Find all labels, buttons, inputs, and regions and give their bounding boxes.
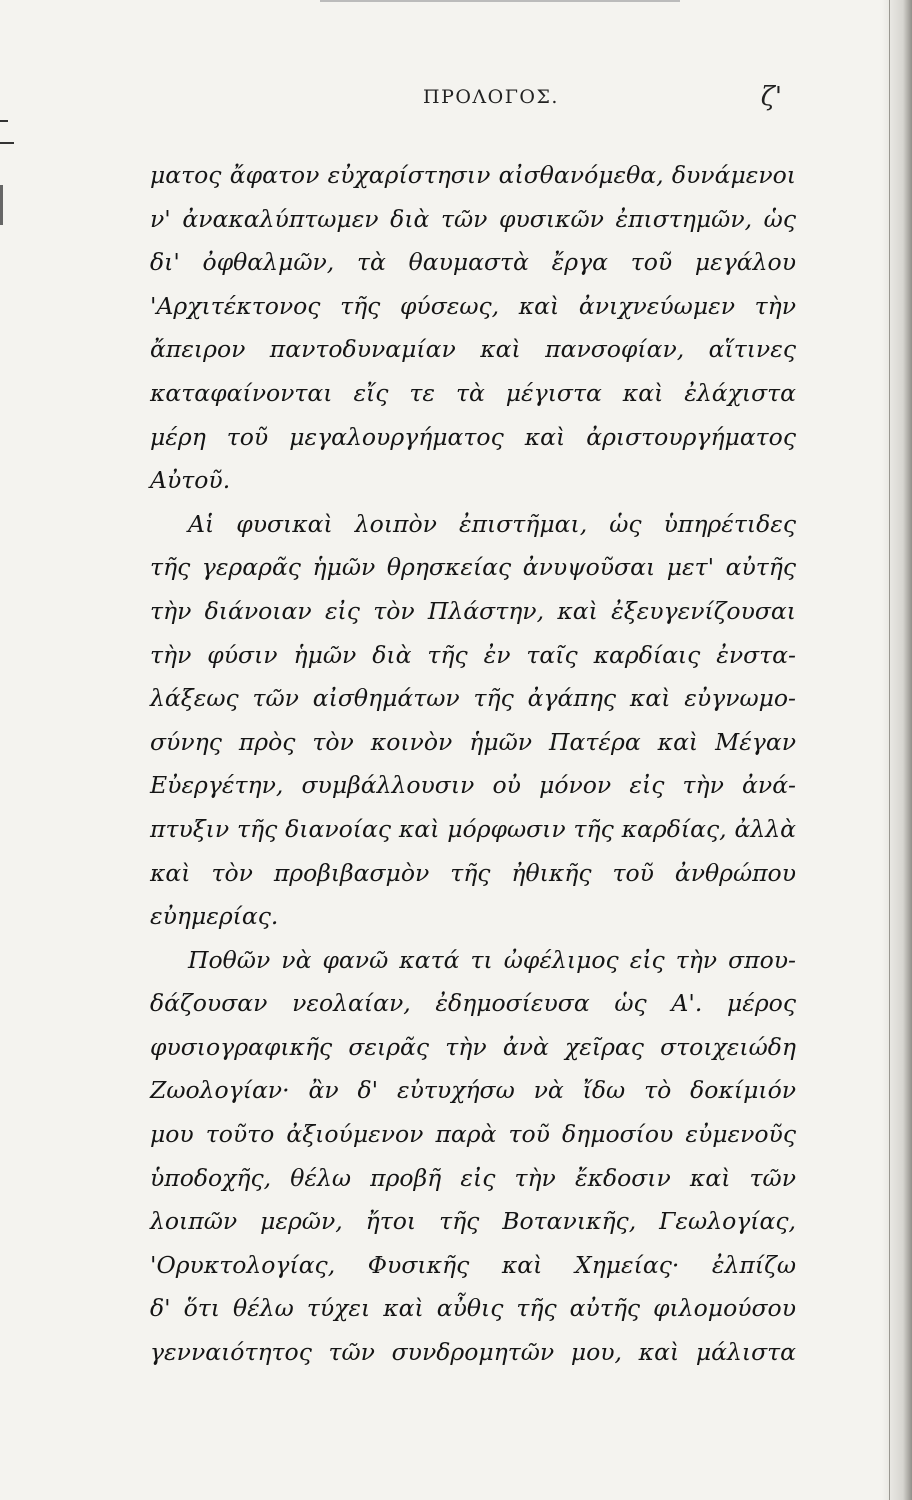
text-line: τὴν φύσιν ἡμῶν διὰ τῆς ἐν ταῖς καρδίαις ἐνστα-: [150, 640, 796, 669]
text-line: σύνης πρὸς τὸν κοινὸν ἡμῶν Πατέρα καὶ Μέγαν: [150, 727, 796, 756]
body-text: [150, 154, 796, 1375]
text-line: μου τοῦτο ἀξιούμενον παρὰ τοῦ δημοσίου εὐμενοῦς: [150, 1120, 796, 1149]
text-line: Αἱ φυσικαὶ λοιπὸν ἐπιστῆμαι, ὡς ὑπηρέτιδες: [188, 509, 796, 538]
text-line: ἄπειρον παντοδυναμίαν καὶ πανσοφίαν, αἵτινες: [150, 335, 796, 364]
text-line: γενναιότητος τῶν συνδρομητῶν μου, καὶ μάλιστα: [150, 1338, 796, 1367]
page-header: [150, 82, 800, 126]
text-line: καὶ τὸν προβιβασμὸν τῆς ἠθικῆς τοῦ ἀνθρώπου: [150, 858, 796, 887]
text-line: φυσιογραφικῆς σειρᾶς τὴν ἀνὰ χεῖρας στοιχειώδη: [150, 1032, 796, 1061]
text-line: λοιπῶν μερῶν, ἤτοι τῆς Βοτανικῆς, Γεωλογίας,: [150, 1207, 796, 1236]
page-number: ζ': [760, 82, 782, 112]
text-line: πτυξιν τῆς διανοίας καὶ μόρφωσιν τῆς καρδίας, ἀλλὰ: [150, 814, 796, 843]
text-line: λάξεως τῶν αἰσθημάτων τῆς ἀγάπης καὶ εὐγνωμο-: [150, 684, 796, 713]
running-title: ΠΡΟΛΟΓΟΣ.: [423, 86, 559, 108]
text-line: 'Αρχιτέκτονος τῆς φύσεως, καὶ ἀνιχνεύωμεν τὴν: [150, 291, 796, 320]
text-line: ὑποδοχῆς, θέλω προβῆ εἰς τὴν ἔκδοσιν καὶ τῶν: [150, 1163, 796, 1192]
left-edge-mark: [0, 142, 14, 144]
text-line: μέρη τοῦ μεγαλουργήματος καὶ ἀριστουργήματος: [150, 422, 796, 451]
text-line: καταφαίνονται εἴς τε τὰ μέγιστα καὶ ἐλάχιστα: [150, 378, 796, 407]
text-line: 'Ορυκτολογίας, Φυσικῆς καὶ Χημείας· ἐλπίζω: [150, 1250, 796, 1279]
left-edge-mark: [0, 120, 8, 122]
text-line: τῆς γεραρᾶς ἡμῶν θρησκείας ἀνυψοῦσαι μετ' αὐτῆς: [150, 553, 796, 582]
page-edge-line: [889, 0, 890, 1500]
text-line: ν' ἀνακαλύπτωμεν διὰ τῶν φυσικῶν ἐπιστημῶν, ὡς: [150, 204, 796, 233]
page-edge-shadow: [882, 0, 912, 1500]
text-line: τὴν διάνοιαν εἰς τὸν Πλάστην, καὶ ἐξευγενίζουσαι: [150, 596, 796, 625]
left-edge-mark: [0, 185, 3, 225]
text-line: Εὐεργέτην, συμβάλλουσιν οὐ μόνον εἰς τὴν ἀνά-: [150, 771, 796, 800]
text-line: ματος ἄφατον εὐχαρίστησιν αἰσθανόμεθα, δυνάμενοι: [150, 161, 796, 189]
text-line: εὐημερίας.: [150, 902, 279, 931]
text-line: δ' ὅτι θέλω τύχει καὶ αὖθις τῆς αὐτῆς φιλομούσου: [150, 1294, 796, 1323]
text-line: Ζωολογίαν· ἂν δ' εὐτυχήσω νὰ ἴδω τὸ δοκίμιόν: [150, 1076, 796, 1105]
text-line: δάζουσαν νεολαίαν, ἐδημοσίευσα ὡς Α'. μέρος: [150, 989, 796, 1018]
text-line: Αὐτοῦ.: [150, 466, 231, 495]
top-edge-mark: [320, 0, 680, 2]
text-line: δι' ὀφθαλμῶν, τὰ θαυμαστὰ ἔργα τοῦ μεγάλου: [150, 248, 796, 277]
text-line: Ποθῶν νὰ φανῶ κατά τι ὠφέλιμος εἰς τὴν σπου-: [188, 945, 796, 974]
